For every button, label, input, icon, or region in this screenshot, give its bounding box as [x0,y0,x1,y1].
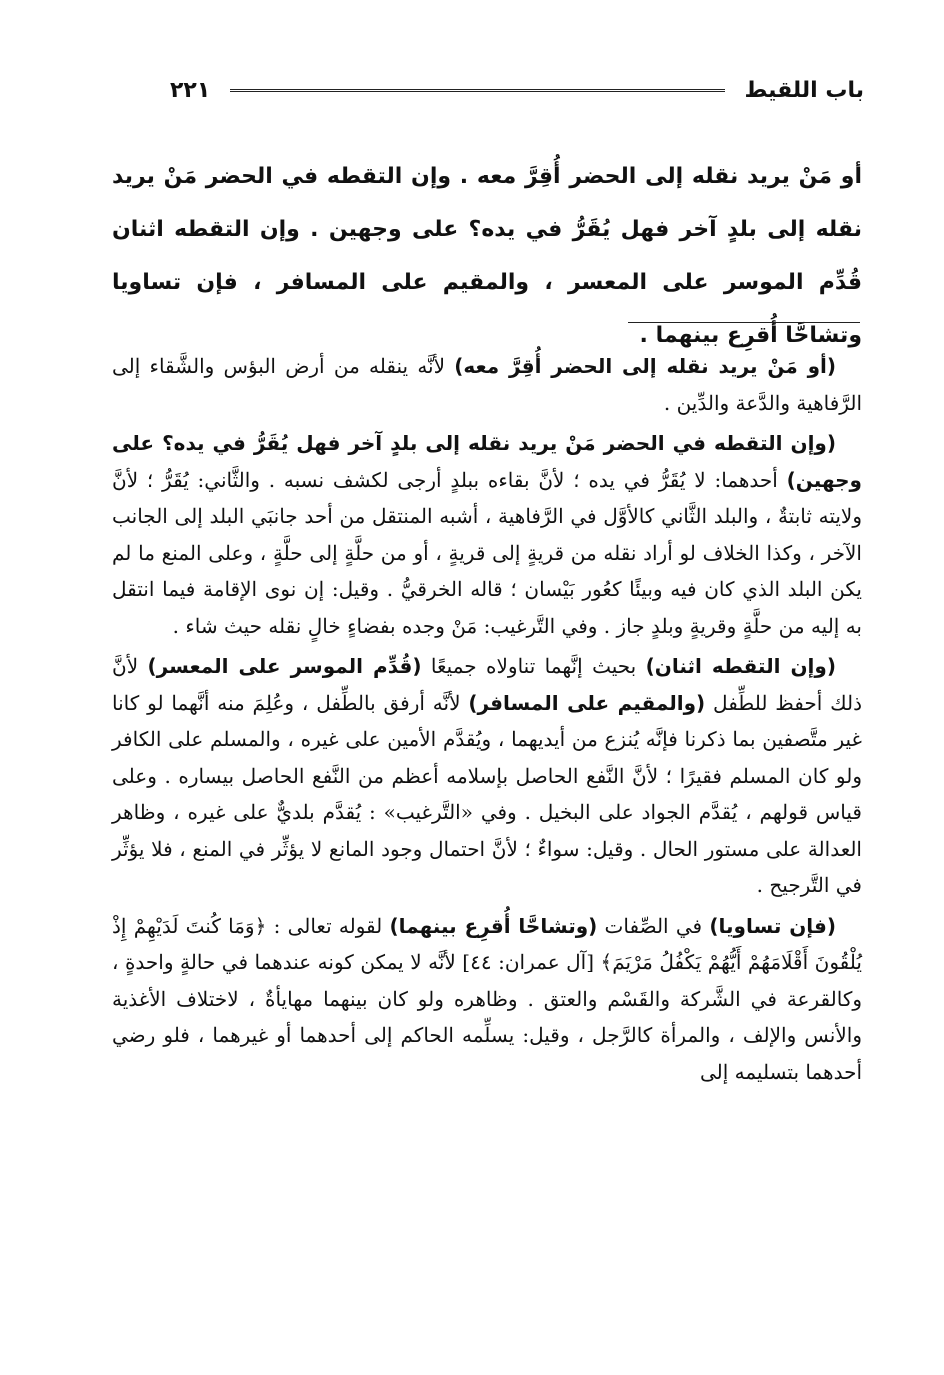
quoted-matn: (فإن تساويا) [709,913,837,938]
commentary [112,348,862,1094]
quoted-matn: (وإن التقطه اثنان) [645,654,836,678]
matn-text: أو مَنْ يريد نقله إلى الحضر أُقِرَّ معه . وإن التقطه في الحضر مَنْ يريد نقله إلى بلدٍ آخر فهل يُقَرُّ في يده؟ على وجهين . وإن التقطه اثنان قُدِّم الموسر على المعسر ، والمقيم على المسافر ، فإن تساويا وتشاحَّا أُقرِع بينهما . [112,164,862,348]
commentary-paragraph [112,348,862,421]
header-rule [230,89,724,92]
commentary-text: لأنَّ ذلك أحفظ للطِّفل [112,654,862,715]
commentary-text: في الصِّفات [597,913,710,938]
separator-rule [628,322,860,323]
commentary-paragraph [112,908,862,1091]
running-title: باب اللقيط [744,77,864,103]
commentary-text: لأنَّه أرفق بالطِّفل ، وعُلِمَ منه أنَّهما لو كانا غير متَّصفين بما ذكرنا فإنَّه يُنزع من أيديهما ، ويُقدَّم الأمين على غيره ، والمسلم على الكافر ولو كان المسلم فقيرًا ؛ لأنَّ النَّفع الحاصل بإسلامه أعظم من النَّفع الحاصل بيساره . وعلى قياس قولهم ، يُقدَّم الجواد على البخيل . وفي «التَّرغيب» : يُقدَّم بلديٌّ على غيره ، وظاهر العدالة على مستور الحال . وقيل: سواءٌ ؛ لأنَّ احتمال وجود المانع لا يؤثِّر في المنع ، فلا يؤثِّر في التَّرجيح . [112,690,862,897]
quoted-matn: (وإن التقطه في الحضر مَنْ يريد نقله إلى بلدٍ آخر فهل يُقَرُّ في يده؟ على وجهين) [112,431,862,492]
page-number: ٢٢١ [170,77,211,103]
quoted-matn: (أو مَنْ يريد نقله إلى الحضر أُقِرَّ معه) [454,354,837,378]
commentary-paragraph [112,425,862,644]
commentary-text: أحدهما: لا يُقَرُّ في يده ؛ لأنَّ بقاءه ببلدٍ أرجى لكشف نسبه . والثَّاني: يُقَرُّ ؛ لأنَّ ولايته ثابتةٌ ، والبلد الثَّاني كالأوَّل في الرَّفاهية ، أشبه المنتقل من أحد جانبَي البلد إلى الجانب الآخر ، وكذا الخلاف لو أراد نقله من قريةٍ إلى قريةٍ ، أو من حلَّةٍ إلى حلَّةٍ ، وعلى المنع ما لم يكن البلد الذي كان فيه وبيئًا كعُور بَيْسان ؛ قاله الخرقيُّ . وقيل: إن نوى الإقامة فيما انتقل به إليه من حلَّةٍ وقريةٍ وبلدٍ جاز . وفي التَّرغيب: مَنْ وجده بفضاءٍ خالٍ نقله حيث شاء . [112,467,862,638]
page-header [170,70,864,110]
quoted-matn: (والمقيم على المسافر) [468,690,706,715]
commentary-text: لأنَّه ينقله من أرض البؤس والشَّقاء إلى الرَّفاهية والدَّعة والدِّين . [112,354,862,415]
commentary-paragraph [112,648,862,904]
quoted-matn: (قُدِّم الموسر على المعسر) [147,654,422,678]
commentary-text: لقوله تعالى : ﴿وَمَا كُنتَ لَدَيْهِمْ إِذْ يُلْقُونَ أَقْلَامَهُمْ أَيُّهُمْ يَكْفُلُ مَرْيَمَ﴾ [آل عمران: ٤٤] لأنَّه لا يمكن كونه عندهما في حالةٍ واحدةٍ ، وكالقرعة في الشَّركة والقَسْم والعتق . وظاهره ولو كان بينهما مهايأةٌ ، لاختلاف الأغذية والأنس والإلف ، والمرأة كالرَّجل ، وقيل: يسلِّمه الحاكم إلى أحدهما أو غيرهما ، فلو رضي أحدهما بتسليمه إلى [112,913,862,1084]
quoted-matn: (وتشاحَّا أُقرِع بينهما) [389,913,598,938]
commentary-text: بحيث إنَّهما تناولاه جميعًا [421,654,646,678]
